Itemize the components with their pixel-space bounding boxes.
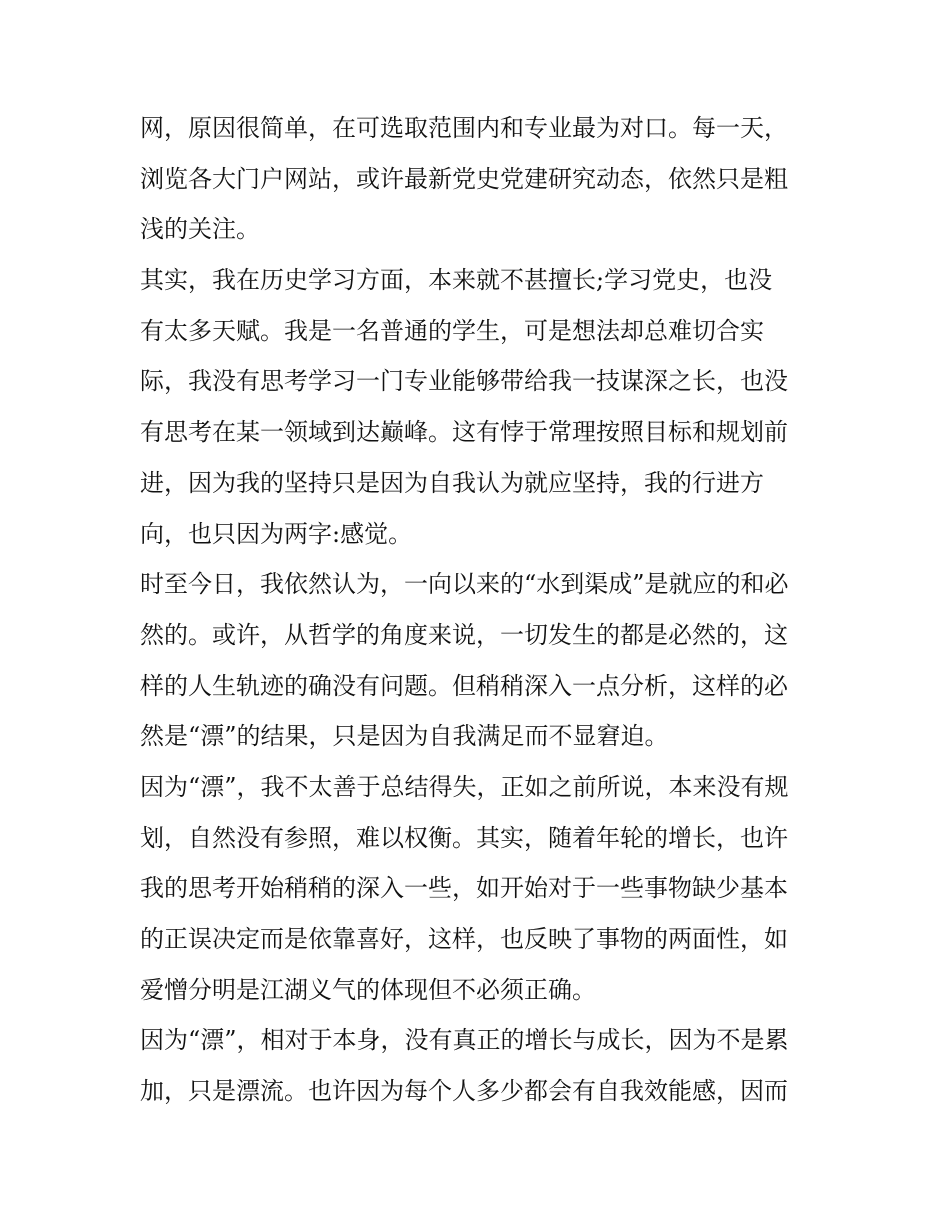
text-line: 其实，我在历史学习方面，本来就不甚擅长;学习党史，也没 <box>140 266 773 295</box>
text-line: 有思考在某一领域到达巅峰。这有悖于常理按照目标和规划前 <box>140 418 788 447</box>
document-body <box>140 103 820 1117</box>
text-line: 网，原因很简单，在可选取范围内和专业最为对口。每一天， <box>140 114 788 142</box>
text-line: 样的人生轨迹的确没有问题。但稍稍深入一点分析，这样的必 <box>140 671 788 700</box>
text-line: 时至今日，我依然认为，一向以来的“水到渠成”是就应的和必 <box>140 570 789 599</box>
text-line: 进，因为我的坚持只是因为自我认为就应坚持，我的行进方 <box>140 468 764 497</box>
text-line: 因为“漂”，我不太善于总结得失，正如之前所说，本来没有规 <box>140 772 789 801</box>
text-line: 加，只是漂流。也许因为每个人多少都会有自我效能感，因而 <box>140 1077 788 1106</box>
text-line: 爱憎分明是江湖义气的体现但不必须正确。 <box>140 975 596 1004</box>
text-line: 际，我没有思考学习一门专业能够带给我一技谋深之长，也没 <box>140 367 788 396</box>
text-line: 划，自然没有参照，难以权衡。其实，随着年轮的增长，也许 <box>140 823 788 852</box>
text-line: 浅的关注。 <box>140 215 260 244</box>
text-line: 我的思考开始稍稍的深入一些，如开始对于一些事物缺少基本 <box>140 874 788 903</box>
text-line: 有太多天赋。我是一名普通的学生，可是想法却总难切合实 <box>140 316 764 345</box>
text-line: 向，也只因为两字:感觉。 <box>140 519 413 548</box>
text-line: 的正误决定而是依靠喜好，这样，也反映了事物的两面性，如 <box>140 925 788 953</box>
text-line: 因为“漂”，相对于本身，没有真正的增长与成长，因为不是累 <box>140 1026 789 1055</box>
text-line: 浏览各大门户网站，或许最新党史党建研究动态，依然只是粗 <box>140 164 788 193</box>
text-line: 然的。或许，从哲学的角度来说，一切发生的都是必然的，这 <box>140 620 788 649</box>
text-line: 然是“漂”的结果，只是因为自我满足而不显窘迫。 <box>140 722 669 751</box>
